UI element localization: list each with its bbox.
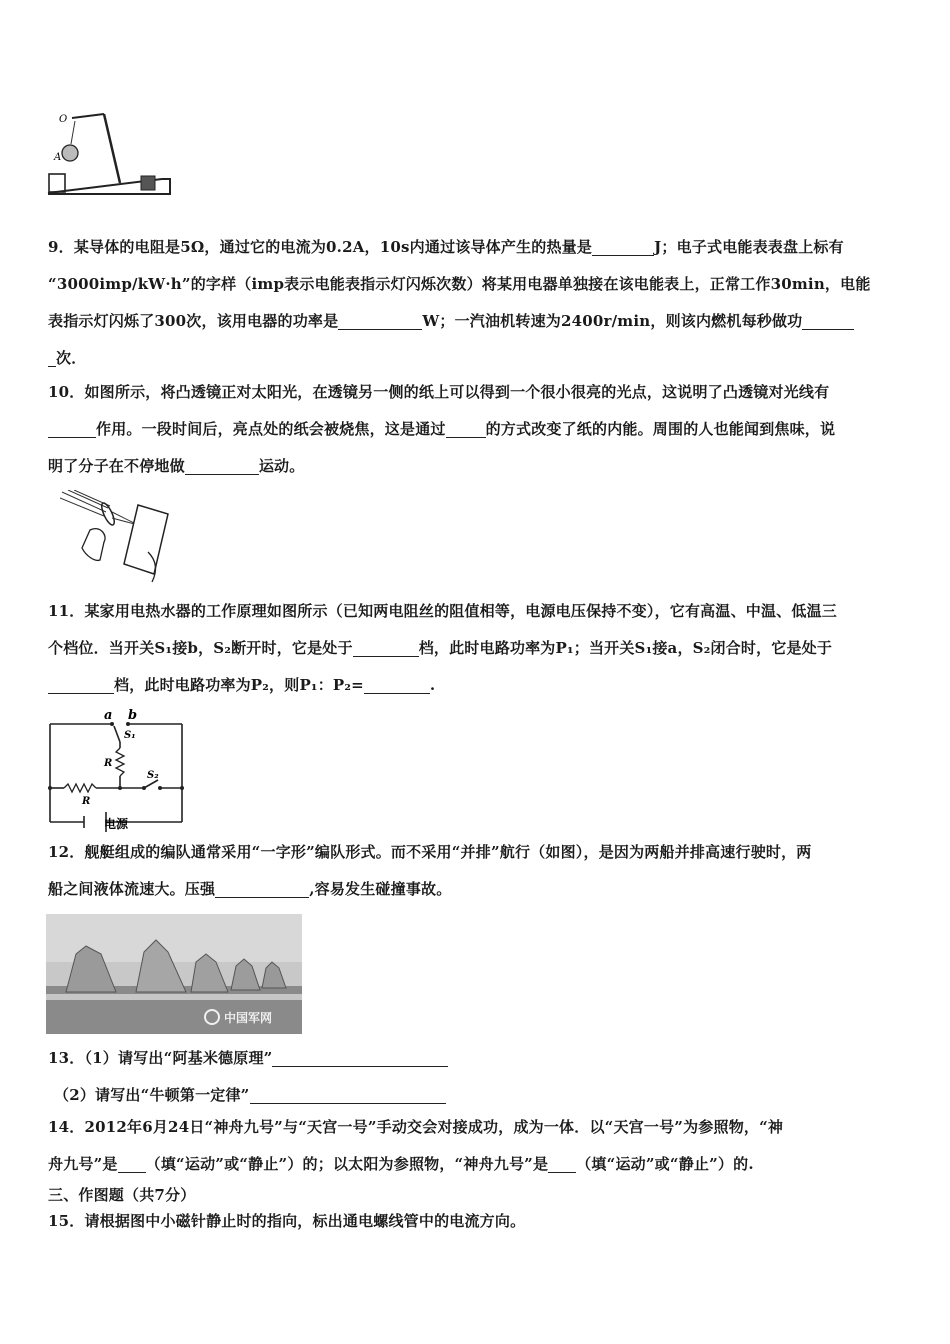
q11-blank-gear1[interactable] [353, 636, 419, 657]
q9-line2: “3000imp/kW·h”的字样（imp表示电能表指示灯闪烁次数）将某用电器单独接在该电能表上，正常工作30min，电能 [48, 275, 871, 293]
label-a: a [104, 708, 113, 723]
q13-line1: 13．（1）请写出“阿基米德原理” [48, 1049, 273, 1067]
q11-blank-ratio[interactable] [364, 673, 430, 694]
label-s2: S₂ [147, 770, 159, 781]
q13-blank-newton[interactable] [250, 1083, 446, 1104]
q11-line3b: . [429, 676, 436, 694]
q13-blank-archimedes[interactable] [272, 1046, 448, 1067]
question-13 [48, 1040, 906, 1114]
question-9 [48, 229, 906, 377]
question-15: 15．请根据图中小磁针静止时的指向，标出通电螺线管中的电流方向。 [48, 1212, 526, 1230]
q10-blank-method[interactable] [446, 417, 486, 438]
q14-blank-2[interactable] [548, 1152, 576, 1173]
q11-line3a: 档，此时电路功率为P₂，则P₁：P₂= [114, 676, 364, 694]
warship-formation-photo [46, 914, 302, 1034]
q9-line1a: 9．某导体的电阻是5Ω，通过它的电流为0.2A，10s内通过该导体产生的热量是 [48, 238, 593, 256]
q14-line2b: （填“运动”或“静止”）的；以太阳为参照物，“神舟九号”是 [145, 1155, 549, 1173]
q10-blank-motion[interactable] [185, 454, 259, 475]
section-3-title: 三、作图题（共7分） [48, 1186, 196, 1204]
q12-line1: 12．舰艇组成的编队通常采用“一字形”编队形式。而不采用“并排”航行（如图），是因为两船并排高速行驶时，两 [48, 843, 812, 861]
q10-line2a: 作用。一段时间后，亮点处的纸会被烧焦，这是通过 [96, 420, 446, 438]
q10-blank-effect[interactable] [48, 417, 96, 438]
q11-blank-gear2[interactable] [48, 673, 114, 694]
heater-circuit-figure [44, 706, 189, 832]
label-b: b [128, 708, 138, 723]
photo-watermark: 中国军网 [224, 1011, 273, 1025]
q10-line3a: 明了分子在不停地做 [48, 457, 185, 475]
label-source: 电源 [104, 817, 129, 831]
label-r2: R [82, 796, 91, 807]
q11-line1: 11．某家用电热水器的工作原理如图所示（已知两电阻丝的阻值相等，电源电压保持不变），它有高温、中温、低温三 [48, 602, 837, 620]
q12-blank-pressure[interactable] [215, 877, 309, 898]
q14-blank-1[interactable] [118, 1152, 146, 1173]
q10-line1: 10．如图所示，将凸透镜正对太阳光，在透镜另一侧的纸上可以得到一个很小很亮的光点，这说明了凸透镜对光线有 [48, 383, 830, 401]
q12-line2a: 船之间液体流速大。压强 [48, 880, 216, 898]
q11-line2b: 档，此时电路功率为P₁；当开关S₁接a，S₂闭合时，它是处于 [418, 639, 833, 657]
q14-line1: 14．2012年6月24日“神舟九号”与“天宫一号”手动交会对接成功，成为一体．以“天宫一号”为参照物，“神 [48, 1118, 784, 1136]
label-s1: S₁ [124, 730, 136, 741]
q9-blank-heat[interactable] [592, 235, 654, 256]
q9-line1b: J；电子式电能表表盘上标有 [654, 238, 844, 256]
q9-blank-work[interactable] [802, 309, 854, 330]
q9-line3b: W；一汽油机转速为2400r/min，则该内燃机每秒做功 [422, 312, 803, 330]
q9-line4: 次． [56, 349, 87, 367]
label-r1: R [104, 758, 113, 769]
question-11 [48, 593, 906, 704]
q13-line2: （2）请写出“牛顿第一定律” [54, 1086, 250, 1104]
q10-line3b: 运动。 [258, 457, 305, 475]
label-o: O [59, 114, 68, 125]
question-12 [48, 834, 906, 908]
q12-line2b: ,容易发生碰撞事故。 [309, 880, 452, 898]
label-a: A [54, 152, 62, 163]
question-10 [48, 374, 906, 485]
question-14 [48, 1109, 906, 1183]
q10-line2b: 的方式改变了纸的内能。周围的人也能闻到焦味，说 [485, 420, 836, 438]
q14-line2c: （填“运动”或“静止”）的. [576, 1155, 754, 1173]
lever-incline-figure [44, 108, 174, 200]
q14-line2a: 舟九号”是 [48, 1155, 118, 1173]
q9-blank-work-cont[interactable] [48, 346, 56, 367]
q11-line2a: 个档位．当开关S₁接b，S₂断开时，它是处于 [48, 639, 353, 657]
convex-lens-figure [60, 490, 175, 585]
q9-line3a: 表指示灯闪烁了300次，该用电器的功率是 [48, 312, 339, 330]
q9-blank-power[interactable] [338, 309, 422, 330]
